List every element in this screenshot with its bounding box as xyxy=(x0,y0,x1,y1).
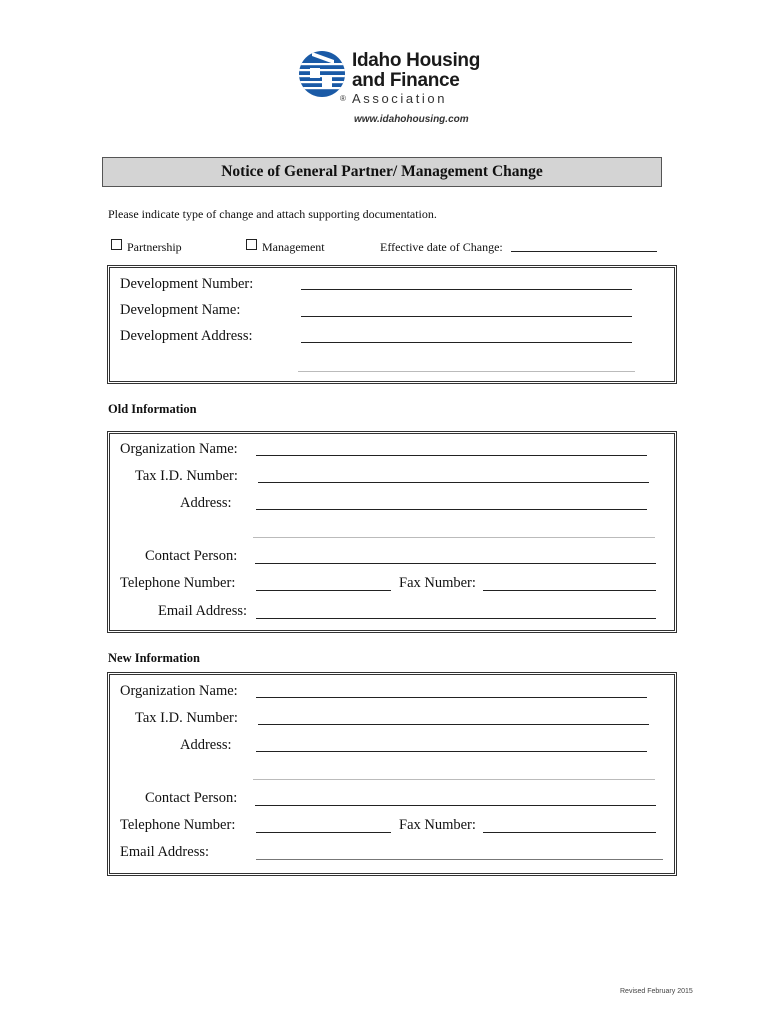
old-fax-underline xyxy=(483,590,656,591)
new-email-label: Email Address: xyxy=(120,844,210,860)
development-number-input[interactable] xyxy=(301,272,636,290)
old-info-heading: Old Information xyxy=(108,402,197,416)
new-info-heading: New Information xyxy=(108,651,201,665)
old-phone-input[interactable] xyxy=(256,573,395,591)
new-contact-underline xyxy=(255,805,656,806)
old-fax-input[interactable] xyxy=(483,573,660,591)
partnership-label: Partnership xyxy=(127,240,182,254)
old-fax-label: Fax Number: xyxy=(399,575,476,591)
logo xyxy=(298,48,518,128)
old-tax-id-label: Tax I.D. Number: xyxy=(135,468,238,484)
old-address-label: Address: xyxy=(180,495,232,511)
development-address-label: Development Address: xyxy=(120,328,253,344)
new-phone-underline xyxy=(256,832,391,833)
new-fax-label: Fax Number: xyxy=(399,817,476,833)
development-number-underline xyxy=(301,289,632,290)
org-name-line1: Idaho Housing xyxy=(352,50,481,71)
old-contact-underline xyxy=(255,563,656,564)
new-org-name-underline xyxy=(256,697,647,698)
development-address-underline xyxy=(301,342,632,343)
effective-date-label: Effective date of Change: xyxy=(380,240,503,254)
new-org-name-label: Organization Name: xyxy=(120,683,238,699)
effective-date-field[interactable] xyxy=(511,251,657,252)
org-name-line2: and Finance xyxy=(352,70,460,91)
partnership-checkbox[interactable] xyxy=(111,239,122,250)
development-number-label: Development Number: xyxy=(120,276,254,292)
old-address-underline xyxy=(256,509,647,510)
new-email-field[interactable] xyxy=(256,859,663,860)
new-tax-id-input[interactable] xyxy=(258,707,653,725)
new-fax-underline xyxy=(483,832,656,833)
new-address-input[interactable] xyxy=(256,734,651,752)
new-address-line2[interactable] xyxy=(253,779,655,780)
old-address-line2[interactable] xyxy=(253,537,655,538)
house-stripes-globe-icon xyxy=(298,50,346,98)
org-name-line3: Association xyxy=(352,91,448,106)
old-contact-label: Contact Person: xyxy=(145,548,238,564)
old-contact-input[interactable] xyxy=(255,546,660,564)
old-phone-label: Telephone Number: xyxy=(120,575,236,591)
revised-date: Revised February 2015 xyxy=(620,988,693,995)
old-org-name-input[interactable] xyxy=(256,438,651,456)
development-address-input[interactable] xyxy=(301,325,636,343)
new-contact-input[interactable] xyxy=(255,788,660,806)
management-checkbox[interactable] xyxy=(246,239,257,250)
new-address-underline xyxy=(256,751,647,752)
old-email-label: Email Address: xyxy=(158,603,248,619)
old-email-input[interactable] xyxy=(256,601,660,619)
form-title: Notice of General Partner/ Management Change xyxy=(102,157,662,187)
old-tax-id-input[interactable] xyxy=(258,465,653,483)
new-address-label: Address: xyxy=(180,737,232,753)
old-email-underline xyxy=(256,618,656,619)
new-fax-input[interactable] xyxy=(483,815,660,833)
old-tax-id-underline xyxy=(258,482,649,483)
new-phone-input[interactable] xyxy=(256,815,395,833)
old-address-input[interactable] xyxy=(256,492,651,510)
instruction-text: Please indicate type of change and attach supporting documentation. xyxy=(108,207,437,221)
new-tax-id-label: Tax I.D. Number: xyxy=(135,710,238,726)
old-org-name-underline xyxy=(256,455,647,456)
management-label: Management xyxy=(262,240,325,254)
old-phone-underline xyxy=(256,590,391,591)
website-link[interactable]: www.idahohousing.com xyxy=(354,114,469,125)
registered-mark: ® xyxy=(340,94,346,103)
new-phone-label: Telephone Number: xyxy=(120,817,236,833)
development-name-input[interactable] xyxy=(301,299,636,317)
old-org-name-label: Organization Name: xyxy=(120,441,238,457)
new-org-name-input[interactable] xyxy=(256,680,651,698)
development-name-underline xyxy=(301,316,632,317)
development-address-line2[interactable] xyxy=(298,371,635,372)
new-tax-id-underline xyxy=(258,724,649,725)
new-contact-label: Contact Person: xyxy=(145,790,238,806)
development-name-label: Development Name: xyxy=(120,302,241,318)
